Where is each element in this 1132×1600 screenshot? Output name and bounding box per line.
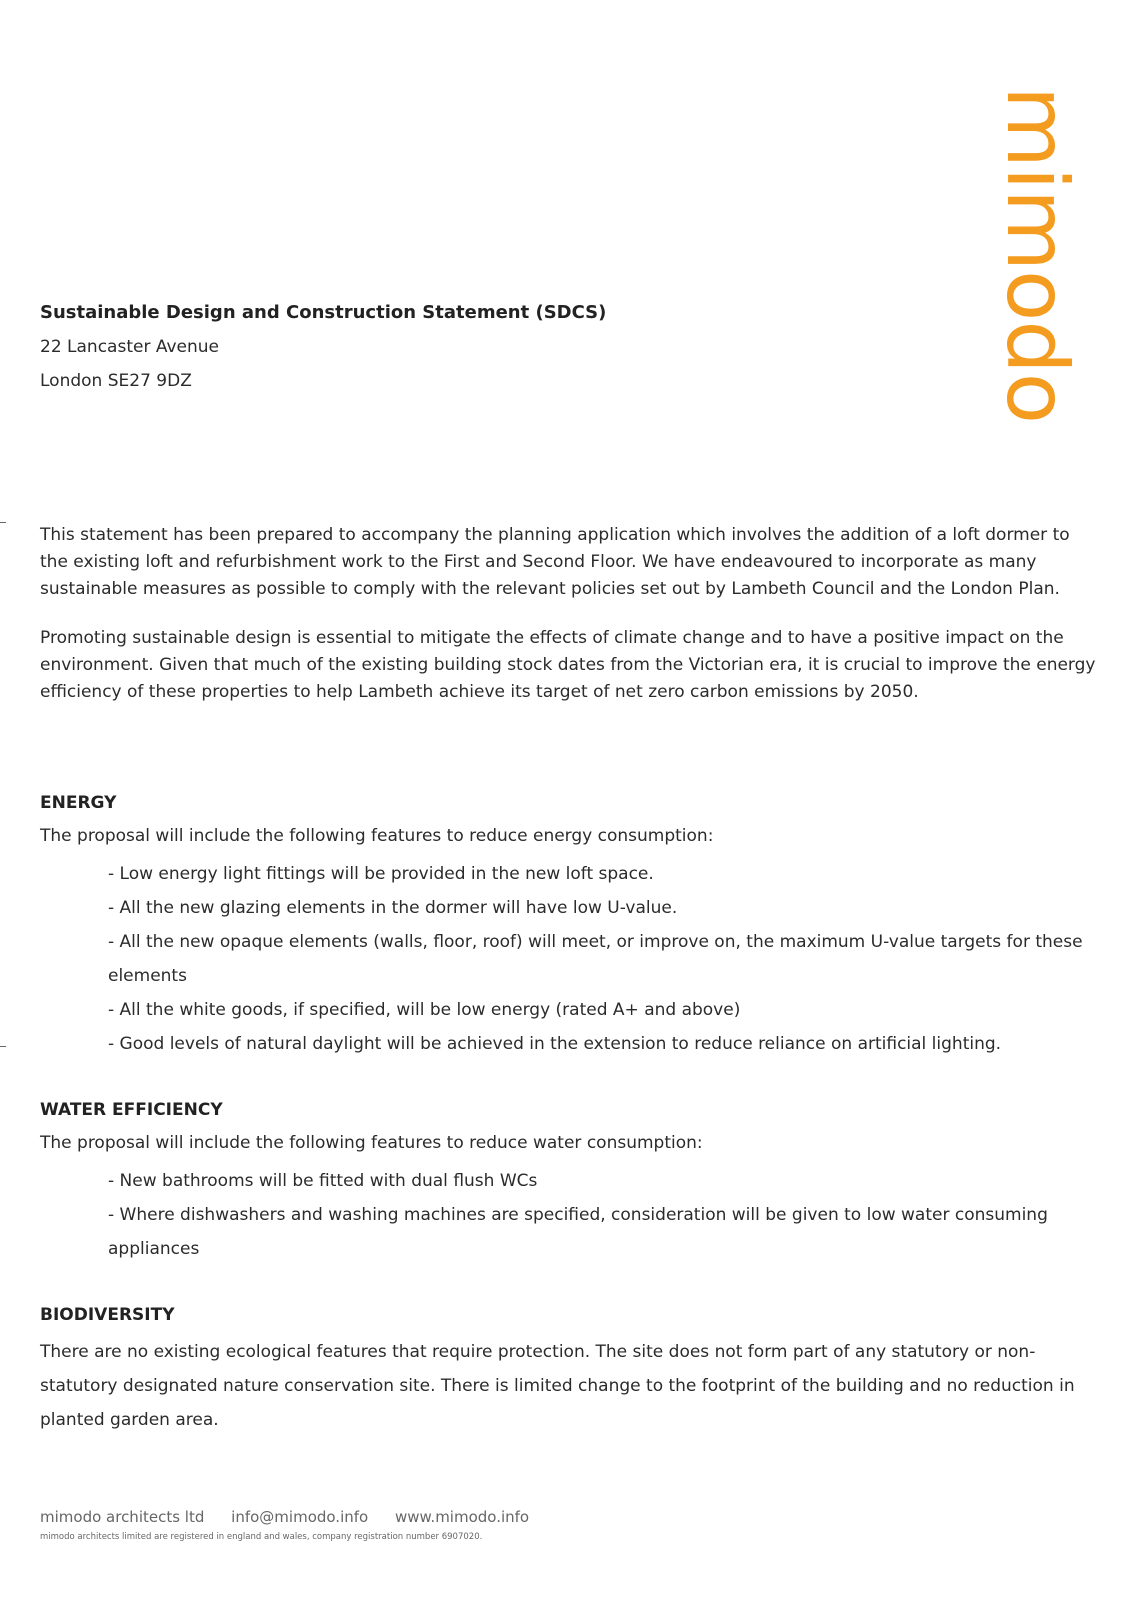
water-heading: WATER EFFICIENCY bbox=[40, 1100, 223, 1120]
water-intro: The proposal will include the following features to reduce water consumption: bbox=[40, 1133, 703, 1153]
list-item: - All the new glazing elements in the dormer will have low U-value. bbox=[108, 898, 678, 918]
energy-intro: The proposal will include the following features to reduce energy consumption: bbox=[40, 826, 714, 846]
crop-mark-top bbox=[0, 522, 6, 523]
water-section bbox=[40, 1097, 1100, 1266]
address-line-1: 22 Lancaster Avenue bbox=[40, 337, 219, 357]
list-item: - Low energy light fittings will be provided in the new loft space. bbox=[108, 864, 654, 884]
biodiversity-heading: BIODIVERSITY bbox=[40, 1305, 175, 1325]
spacer bbox=[40, 728, 1100, 790]
document-header bbox=[40, 300, 740, 402]
list-item: - All the new opaque elements (walls, floor, roof) will meet, or improve on, the maximum U-value targets for these elements bbox=[108, 932, 1083, 986]
biodiversity-text: There are no existing ecological features that require protection. The site does not form part of any statutory or non-statutory designated nature conservation site. There is limited change to the footprint of the building and no reduction in planted garden area. bbox=[40, 1342, 1075, 1430]
biodiversity-section bbox=[40, 1302, 1100, 1437]
intro-paragraph-2: Promoting sustainable design is essential to mitigate the effects of climate change and to have a positive impact on the environment. Given that much of the existing building stock dates from the Victorian era, it is crucial to improve the energy efficiency of these properties to help Lambeth achieve its target of net zero carbon emissions by 2050. bbox=[40, 628, 1096, 702]
mimodo-logo: mimodo bbox=[988, 86, 1086, 424]
list-item: - New bathrooms will be fitted with dual flush WCs bbox=[108, 1171, 538, 1191]
footer-registration: mimodo architects limited are registered in england and wales, company registration number 6907020. bbox=[40, 1532, 483, 1542]
list-item: - Where dishwashers and washing machines are specified, consideration will be given to low water consuming appliances bbox=[108, 1205, 1048, 1259]
document-title: Sustainable Design and Construction Statement (SDCS) bbox=[40, 302, 607, 323]
energy-heading: ENERGY bbox=[40, 793, 117, 813]
address-line-2: London SE27 9DZ bbox=[40, 371, 192, 391]
footer-website[interactable]: www.mimodo.info bbox=[395, 1508, 530, 1526]
energy-section bbox=[40, 790, 1100, 1061]
list-item: - Good levels of natural daylight will be achieved in the extension to reduce reliance on artificial lighting. bbox=[108, 1034, 1002, 1054]
energy-list bbox=[40, 857, 1100, 1061]
footer-email[interactable]: info@mimodo.info bbox=[231, 1508, 369, 1526]
list-item: - All the white goods, if specified, will be low energy (rated A+ and above) bbox=[108, 1000, 741, 1020]
intro-paragraph-1: This statement has been prepared to accompany the planning application which involves the addition of a loft dormer to the existing loft and refurbishment work to the First and Second Floor. We have endeavoured to incorporate as many sustainable measures as possible to comply with the relevant policies set out by Lambeth Council and the London Plan. bbox=[40, 525, 1070, 599]
footer bbox=[40, 1507, 840, 1544]
footer-company: mimodo architects ltd bbox=[40, 1508, 205, 1526]
water-list bbox=[40, 1164, 1100, 1266]
document-body bbox=[40, 522, 1100, 1473]
crop-mark-bottom bbox=[0, 1046, 6, 1047]
